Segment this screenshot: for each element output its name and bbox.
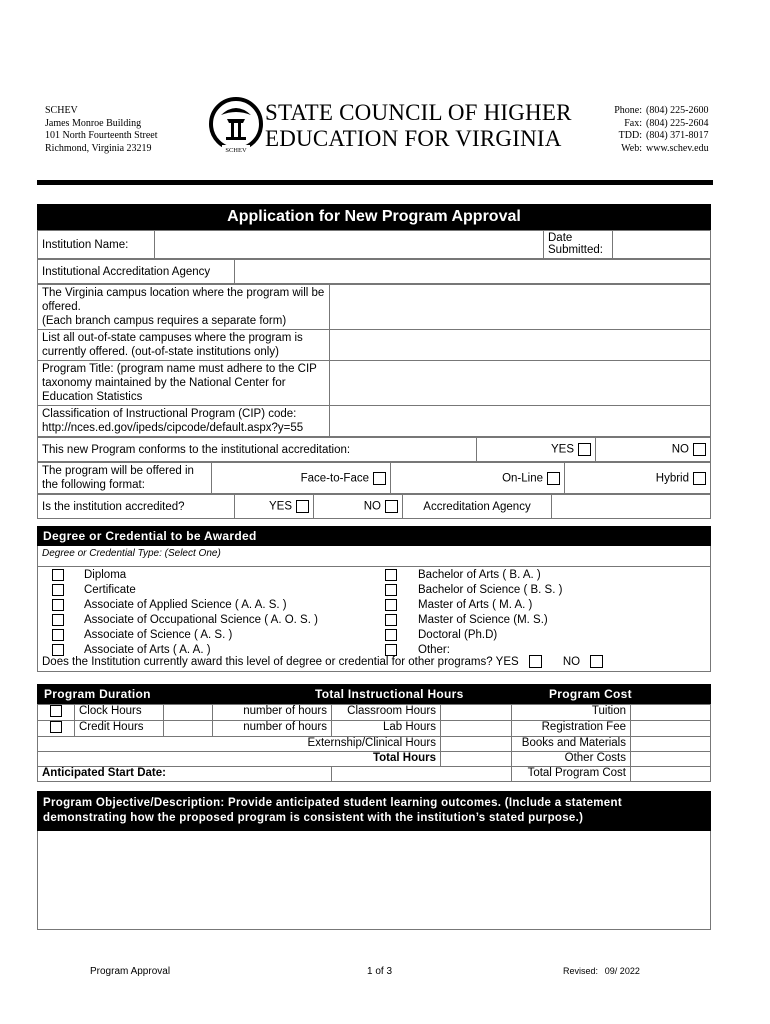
form-title: Application for New Program Approval	[37, 204, 711, 230]
degree-type-note: Degree or Credential Type: (Select One)	[37, 546, 711, 567]
accredited-table	[37, 494, 711, 519]
degree-option: Diploma	[84, 569, 127, 581]
accreditation-agency-label: Institutional Accreditation Agency	[38, 260, 235, 284]
objective-header: Program Objective/Description: Provide anticipated student learning outcomes. (Include a statement demonstrating how the proposed program is consistent with the institution’s stated purpose.)	[37, 791, 711, 831]
degree-checkbox[interactable]	[52, 569, 64, 581]
credit-hours-checkbox[interactable]	[50, 721, 62, 733]
credit-hours-label: Credit Hours	[75, 721, 164, 737]
contact-value: (804) 225-2604	[646, 117, 709, 129]
yes-label: YES	[268, 500, 292, 513]
online-label: On-Line	[502, 472, 543, 485]
revised-value: 09/ 2022	[604, 966, 640, 976]
classroom-hours-field[interactable]	[441, 705, 512, 721]
cip-label: Classification of Instructional Program (CIP) code: http://nces.ed.gov/ipeds/cipcode/default.aspx?y=55	[38, 406, 330, 437]
degree-option: Associate of Arts ( A. A. )	[84, 644, 211, 656]
conforms-yes-checkbox[interactable]	[578, 443, 591, 456]
lab-hours-field[interactable]	[441, 721, 512, 737]
conforms-label: This new Program conforms to the institutional accreditation:	[38, 438, 477, 462]
degree-checkbox[interactable]	[385, 599, 397, 611]
total-hours-label: Total Hours	[38, 752, 441, 767]
face-to-face-label: Face-to-Face	[300, 472, 369, 485]
degree-option: Other:	[418, 644, 450, 656]
accredited-no-checkbox[interactable]	[385, 500, 398, 513]
degree-option: Associate of Applied Science ( A. A. S. )	[84, 599, 287, 611]
logo-line: EDUCATION FOR VIRGINIA	[265, 126, 562, 151]
degree-option: Bachelor of Science ( B. S. )	[418, 584, 563, 596]
degree-option: Master of Arts ( M. A. )	[418, 599, 533, 611]
contact-block	[600, 105, 709, 155]
degree-option: Associate of Occupational Science ( A. O. S. )	[84, 614, 318, 626]
registration-fee-label: Registration Fee	[512, 721, 631, 737]
contact-label: Web:	[621, 142, 642, 154]
institution-name-label: Institution Name:	[38, 231, 155, 259]
logo-line: STATE COUNCIL OF HIGHER	[265, 100, 572, 125]
tuition-label: Tuition	[512, 705, 631, 721]
contact-label: Phone:	[614, 105, 642, 116]
program-title-label: Program Title: (program name must adhere to the CIP taxonomy maintained by the National Center for Education Statistics	[38, 361, 330, 406]
number-of-hours-label: number of hours	[213, 721, 332, 737]
org-short: SCHEV	[45, 105, 78, 116]
degree-left-labels	[84, 568, 318, 658]
out-of-state-field[interactable]	[330, 330, 711, 361]
classroom-hours-label: Classroom Hours	[332, 705, 441, 721]
page-number: 1 of 3	[367, 966, 393, 977]
award-no-checkbox[interactable]	[590, 655, 603, 668]
degree-checkbox[interactable]	[385, 584, 397, 596]
campus-field[interactable]	[330, 285, 711, 330]
books-label: Books and Materials	[512, 737, 631, 752]
other-costs-field[interactable]	[631, 752, 711, 767]
program-details-header	[37, 684, 711, 704]
format-hybrid	[565, 463, 711, 494]
program-title-field[interactable]	[330, 361, 711, 406]
revised-date	[563, 966, 640, 977]
other-costs-label: Other Costs	[512, 752, 631, 767]
credit-hours-field[interactable]	[164, 721, 213, 737]
degree-checkbox[interactable]	[52, 584, 64, 596]
conforms-no	[596, 438, 711, 462]
face-to-face-checkbox[interactable]	[373, 472, 386, 485]
address-line: 101 North Fourteenth Street	[45, 130, 158, 141]
objective-field[interactable]	[37, 831, 711, 930]
institution-name-field[interactable]	[155, 231, 544, 259]
degree-checkbox[interactable]	[385, 629, 397, 641]
degree-checkbox[interactable]	[52, 614, 64, 626]
duration-header: Program Duration	[44, 687, 151, 701]
online-checkbox[interactable]	[547, 472, 560, 485]
credit-hours-check-cell	[38, 721, 75, 737]
program-info-table	[37, 284, 711, 437]
address-line: James Monroe Building	[45, 117, 142, 129]
out-of-state-label: List all out-of-state campuses where the program is currently offered. (out-of-state institutions only)	[38, 330, 330, 361]
clock-hours-field[interactable]	[164, 705, 213, 721]
lab-hours-label: Lab Hours	[332, 721, 441, 737]
contact-value: (804) 371-8017	[646, 130, 709, 141]
address-block	[45, 105, 157, 155]
clock-hours-check-cell	[38, 705, 75, 721]
total-cost-label: Total Program Cost	[512, 767, 631, 782]
application-form	[37, 204, 711, 519]
degree-option: Doctoral (Ph.D)	[418, 629, 498, 641]
schev-seal-logo	[207, 95, 265, 155]
degree-option: Associate of Science ( A. S. )	[84, 629, 233, 641]
degree-checkbox[interactable]	[385, 569, 397, 581]
no-label: NO	[363, 500, 381, 513]
tuition-field[interactable]	[631, 705, 711, 721]
degree-checkbox[interactable]	[385, 614, 397, 626]
degree-right-checkboxes	[385, 569, 397, 659]
contact-value: www.schev.edu	[646, 142, 709, 154]
footer-left: Program Approval	[90, 966, 171, 977]
accredited-no	[314, 495, 403, 519]
cip-field[interactable]	[330, 406, 711, 437]
accreditation-agency-short-field[interactable]	[552, 495, 711, 519]
format-table	[37, 462, 711, 494]
total-cost-field[interactable]	[631, 767, 711, 782]
start-date-label: Anticipated Start Date:	[38, 767, 332, 782]
program-details-section	[37, 684, 711, 782]
degree-section-title: Degree or Credential to be Awarded	[37, 526, 711, 546]
degree-option: Bachelor of Arts ( B. A. )	[418, 569, 541, 581]
award-question-row	[42, 655, 603, 670]
degree-option: Certificate	[84, 584, 136, 596]
hybrid-label: Hybrid	[655, 472, 689, 485]
format-face	[212, 463, 391, 494]
no-label: NO	[671, 443, 689, 456]
degree-checkbox[interactable]	[52, 599, 64, 611]
number-of-hours-label: number of hours	[213, 705, 332, 721]
cost-header: Program Cost	[549, 687, 632, 701]
branch-note: (Each branch campus requires a separate form)	[42, 315, 287, 327]
campus-text: The Virginia campus location where the program will be offered.	[42, 287, 325, 313]
conforms-table	[37, 437, 711, 462]
institution-table	[37, 230, 711, 259]
award-yes-checkbox[interactable]	[529, 655, 542, 668]
registration-fee-field[interactable]	[631, 721, 711, 737]
degree-right-labels	[418, 568, 562, 658]
hours-header: Total Instructional Hours	[315, 687, 464, 701]
accredited-yes-checkbox[interactable]	[296, 500, 309, 513]
degree-options	[37, 567, 711, 672]
conforms-no-checkbox[interactable]	[693, 443, 706, 456]
format-online	[391, 463, 565, 494]
accredited-label: Is the institution accredited?	[38, 495, 235, 519]
date-submitted-field[interactable]	[613, 231, 711, 259]
revised-label: Revised:	[563, 966, 599, 976]
seal-text: SCHEV	[225, 147, 247, 154]
degree-section	[37, 526, 711, 672]
contact-label: Fax:	[624, 117, 642, 129]
campus-label	[38, 285, 330, 330]
degree-option: Master of Science (M. S.)	[418, 614, 548, 626]
accreditation-agency-field[interactable]	[235, 260, 711, 284]
header-divider	[37, 180, 713, 185]
objective-section	[37, 791, 711, 930]
hybrid-checkbox[interactable]	[693, 472, 706, 485]
award-no-label: NO	[562, 656, 581, 668]
accredited-yes	[235, 495, 314, 519]
clock-hours-checkbox[interactable]	[50, 705, 62, 717]
award-question: Does the Institution currently award this level of degree or credential for other programs?	[42, 656, 493, 668]
externship-label: Externship/Clinical Hours	[38, 737, 441, 752]
address-line: Richmond, Virginia 23219	[45, 142, 152, 154]
accreditation-agency-short: Accreditation Agency	[403, 495, 552, 519]
contact-value: (804) 225-2600	[646, 105, 709, 116]
program-details-table	[37, 704, 711, 782]
logo-wordmark	[265, 100, 572, 152]
format-label: The program will be offered in the following format:	[38, 463, 212, 494]
date-submitted-label: Date Submitted:	[544, 231, 613, 259]
start-date-field[interactable]	[332, 767, 512, 782]
degree-checkbox[interactable]	[52, 629, 64, 641]
clock-hours-label: Clock Hours	[75, 705, 164, 721]
total-hours-field[interactable]	[441, 752, 512, 767]
award-yes-label: YES	[495, 656, 519, 668]
conforms-yes	[477, 438, 596, 462]
books-field[interactable]	[631, 737, 711, 752]
externship-field[interactable]	[441, 737, 512, 752]
degree-left-checkboxes	[52, 569, 64, 659]
contact-label: TDD:	[618, 130, 642, 141]
accreditation-agency-table	[37, 259, 711, 284]
yes-label: YES	[550, 443, 574, 456]
